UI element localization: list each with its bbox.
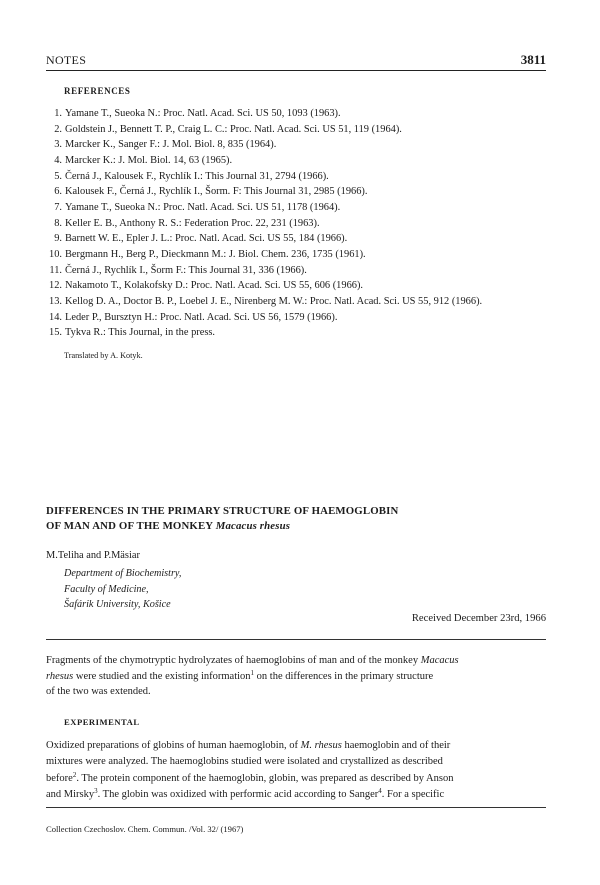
reference-item — [46, 137, 551, 153]
abstract-line — [46, 669, 558, 685]
reference-text: Leder P., Bursztyn H.: Proc. Natl. Acad. Sci. US 56, 1579 (1966). — [65, 311, 338, 323]
reference-item — [46, 153, 551, 169]
body-line — [46, 738, 560, 754]
reference-number: 10. — [49, 248, 62, 260]
body-line — [46, 787, 560, 803]
translator-note: Translated by A. Kotyk. — [64, 351, 143, 360]
citation-ref: 1 — [250, 668, 255, 677]
reference-text: Kellog D. A., Doctor B. P., Loebel J. E., Nirenberg M. W.: Proc. Natl. Acad. Sci. US 55, 912 (1966). — [65, 295, 483, 307]
reference-item — [46, 278, 551, 294]
header-section: NOTES — [46, 53, 87, 67]
reference-text: Yamane T., Sueoka N.: Proc. Natl. Acad. Sci. US 51, 1178 (1964). — [65, 201, 341, 213]
references-heading: REFERENCES — [64, 86, 131, 96]
reference-item — [46, 310, 551, 326]
header-rule — [46, 70, 546, 71]
article-title-line: DIFFERENCES IN THE PRIMARY STRUCTURE OF HAEMOGLOBIN — [46, 505, 399, 517]
citation-ref: 4 — [378, 786, 382, 795]
reference-item — [46, 294, 551, 310]
reference-number: 7. — [54, 201, 62, 213]
reference-item — [46, 325, 551, 341]
reference-number: 15. — [49, 327, 62, 339]
footer-rule — [46, 807, 546, 808]
affiliation-line: Department of Biochemistry, — [64, 568, 182, 579]
body-text: . For a specific — [381, 788, 445, 800]
reference-number: 3. — [54, 139, 62, 151]
references-list — [46, 106, 551, 341]
reference-number: 11. — [49, 264, 62, 276]
article-title — [46, 504, 556, 534]
body-paragraph — [46, 738, 560, 803]
affiliation-line: Faculty of Medicine, — [64, 583, 149, 595]
reference-text: Marcker K.: J. Mol. Biol. 14, 63 (1965). — [65, 154, 233, 166]
page-number: 3811 — [520, 52, 546, 67]
body-text: Oxidized preparations of globins of human haemoglobin, of — [46, 740, 301, 751]
reference-number: 5. — [54, 170, 62, 182]
body-species: M. rhesus — [300, 740, 342, 751]
article-title-line — [46, 519, 556, 534]
reference-item — [46, 263, 551, 279]
reference-number: 1. — [54, 108, 62, 119]
reference-text: Černá J., Rychlík I., Šorm F.: This Journal 31, 336 (1966). — [65, 264, 307, 276]
reference-text: Nakamoto T., Kolakofsky D.: Proc. Natl. Acad. Sci. US 55, 606 (1966). — [65, 280, 364, 292]
reference-item — [46, 200, 551, 216]
reference-text: Tykva R.: This Journal, in the press. — [65, 327, 216, 339]
body-text: before — [46, 772, 73, 784]
reference-text: Kalousek F., Černá J., Rychlík I., Šorm. F: This Journal 31, 2985 (1966). — [65, 186, 368, 198]
body-text: haemoglobin and of their — [341, 740, 451, 751]
abstract-species: rhesus — [46, 670, 74, 682]
citation-ref: 3 — [94, 786, 98, 795]
reference-number: 4. — [54, 154, 62, 166]
article-title-species: Macacus rhesus — [215, 520, 291, 532]
reference-number: 12. — [49, 280, 62, 292]
reference-text: Keller E. B., Anthony R. S.: Federation Proc. 22, 231 (1963). — [65, 217, 320, 229]
body-text: and Mirsky — [46, 788, 95, 800]
reference-item — [46, 247, 551, 263]
reference-number: 6. — [54, 186, 62, 198]
article-authors: M.Teliha and P.Mäsiar — [46, 550, 140, 561]
reference-text: Barnett W. E., Epler J. L.: Proc. Natl. Acad. Sci. US 55, 184 (1966). — [65, 233, 348, 245]
reference-item — [46, 231, 551, 247]
abstract-line: of the two was extended. — [46, 686, 151, 698]
abstract-species: Macacus — [420, 655, 459, 666]
section-heading: EXPERIMENTAL — [64, 717, 140, 727]
abstract-text: were studied and the existing information — [73, 670, 251, 682]
reference-text: Goldstein J., Bennett T. P., Craig L. C.: Proc. Natl. Acad. Sci. US 51, 119 (1964). — [65, 123, 402, 135]
reference-item — [46, 184, 551, 200]
running-header — [46, 53, 546, 69]
reference-text: Černá J., Kalousek F., Rychlík I.: This Journal 31, 2794 (1966). — [65, 170, 329, 182]
journal-footer: Collection Czechoslov. Chem. Commun. /Vol. 32/ (1967) — [46, 824, 244, 834]
abstract-line — [46, 653, 558, 669]
article-title-text: OF MAN AND OF THE MONKEY — [46, 520, 213, 532]
body-line — [46, 771, 560, 787]
reference-number: 2. — [54, 123, 62, 135]
reference-item — [46, 216, 551, 232]
reference-number: 9. — [54, 233, 62, 245]
reference-number: 14. — [49, 311, 62, 323]
citation-ref: 2 — [72, 770, 77, 779]
abstract — [46, 653, 558, 700]
article-rule — [46, 639, 546, 640]
body-text: . The globin was oxidized with performic acid according to Sanger — [97, 788, 379, 800]
abstract-text: Fragments of the chymotryptic hydrolyzates of haemoglobins of man and of the monkey — [46, 655, 419, 666]
reference-item — [46, 122, 551, 138]
reference-number: 13. — [49, 295, 62, 307]
reference-item — [46, 106, 551, 122]
article-affiliation — [64, 566, 181, 613]
abstract-text: on the differences in the primary structure — [254, 670, 434, 682]
affiliation-line: Šafárik University, Košice — [64, 599, 171, 610]
reference-item — [46, 169, 551, 185]
reference-number: 8. — [54, 217, 62, 229]
reference-text: Yamane T., Sueoka N.: Proc. Natl. Acad. Sci. US 50, 1093 (1963). — [65, 108, 341, 119]
body-line: mixtures were analyzed. The haemoglobins studied were isolated and crystallized as described — [46, 756, 443, 768]
reference-text: Marcker K., Sanger F.: J. Mol. Biol. 8, 835 (1964). — [65, 139, 277, 151]
received-date: Received December 23rd, 1966 — [411, 613, 546, 624]
reference-text: Bergmann H., Berg P., Dieckmann M.: J. Biol. Chem. 236, 1735 (1961). — [65, 248, 366, 260]
body-text: . The protein component of the haemoglobin, globin, was prepared as described by Anson — [76, 772, 454, 784]
